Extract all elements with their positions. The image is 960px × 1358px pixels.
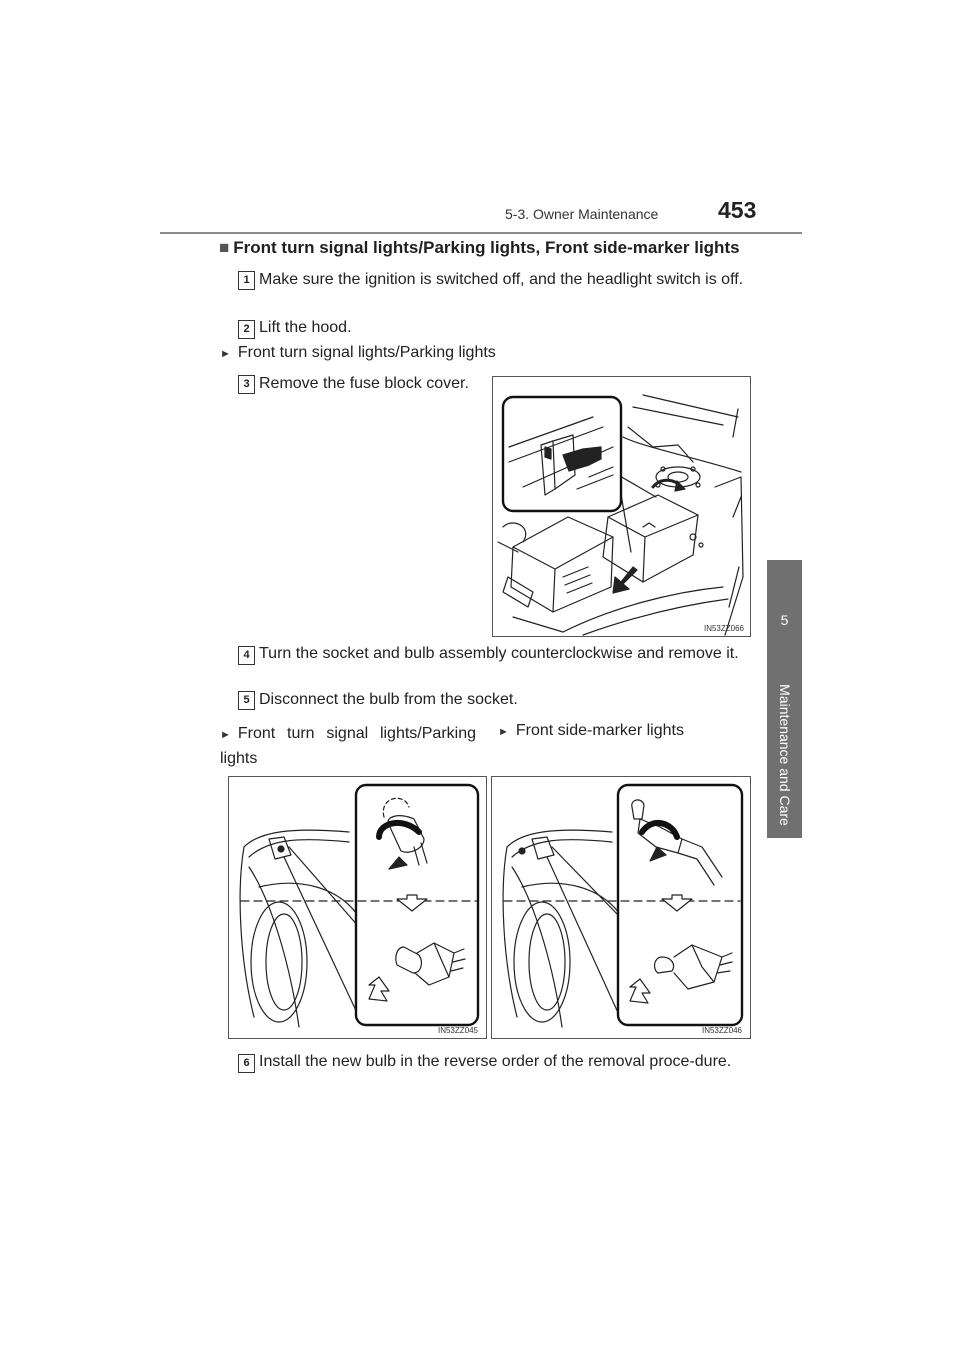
figure-code-2: IN53ZZ045 (437, 1026, 478, 1035)
step-number-2: 2 (238, 320, 255, 339)
figure-side-marker-bulb-removal (491, 776, 751, 1039)
chapter-title: Maintenance and Care (776, 684, 793, 826)
bullet-text: Front turn signal lights/Parking lights (220, 725, 476, 767)
step-text-2: Lift the hood. (259, 319, 352, 336)
page-number: 453 (718, 197, 757, 223)
step-text-4: Turn the socket and bulb assembly counterclockwise and remove it. (259, 645, 739, 662)
step-text-5: Disconnect the bulb from the socket. (259, 691, 518, 708)
bullet-triangle-icon: ► (220, 348, 231, 360)
bullet-front-turn-parking (220, 344, 496, 362)
figure-code-1: IN53ZZ066 (703, 624, 744, 633)
figure-fuse-block-cover (492, 376, 751, 637)
step-text-1: Make sure the ignition is switched off, and the headlight switch is off. (259, 271, 744, 288)
figure-turn-signal-bulb-removal (228, 776, 487, 1039)
header-rule (160, 232, 802, 234)
step-number-6: 6 (238, 1054, 255, 1073)
running-header-section: 5-3. Owner Maintenance (505, 206, 659, 222)
chapter-tab (767, 560, 802, 672)
bullet-text: Front turn signal lights/Parking lights (237, 344, 496, 361)
heading-marker-icon: ■ (219, 238, 230, 257)
chapter-tab-label (767, 672, 802, 838)
chapter-number: 5 (780, 612, 789, 628)
bullet-front-turn-parking-2 (220, 722, 476, 771)
bullet-text: Front side-marker lights (515, 722, 684, 739)
step-text-6: Install the new bulb in the reverse order of the removal proce-dure. (259, 1053, 732, 1070)
bullet-triangle-icon: ► (220, 729, 231, 741)
heading-text: Front turn signal lights/Parking lights, Front side-marker lights (233, 238, 740, 257)
step-number-5: 5 (238, 691, 255, 710)
step-text-3: Remove the fuse block cover. (259, 375, 469, 392)
step-number-4: 4 (238, 646, 255, 665)
bullet-triangle-icon: ► (498, 726, 509, 738)
bullet-front-side-marker (498, 722, 684, 740)
section-heading (219, 238, 740, 258)
figure-code-3: IN53ZZ046 (701, 1026, 742, 1035)
step-number-3: 3 (238, 375, 255, 394)
step-number-1: 1 (238, 271, 255, 290)
